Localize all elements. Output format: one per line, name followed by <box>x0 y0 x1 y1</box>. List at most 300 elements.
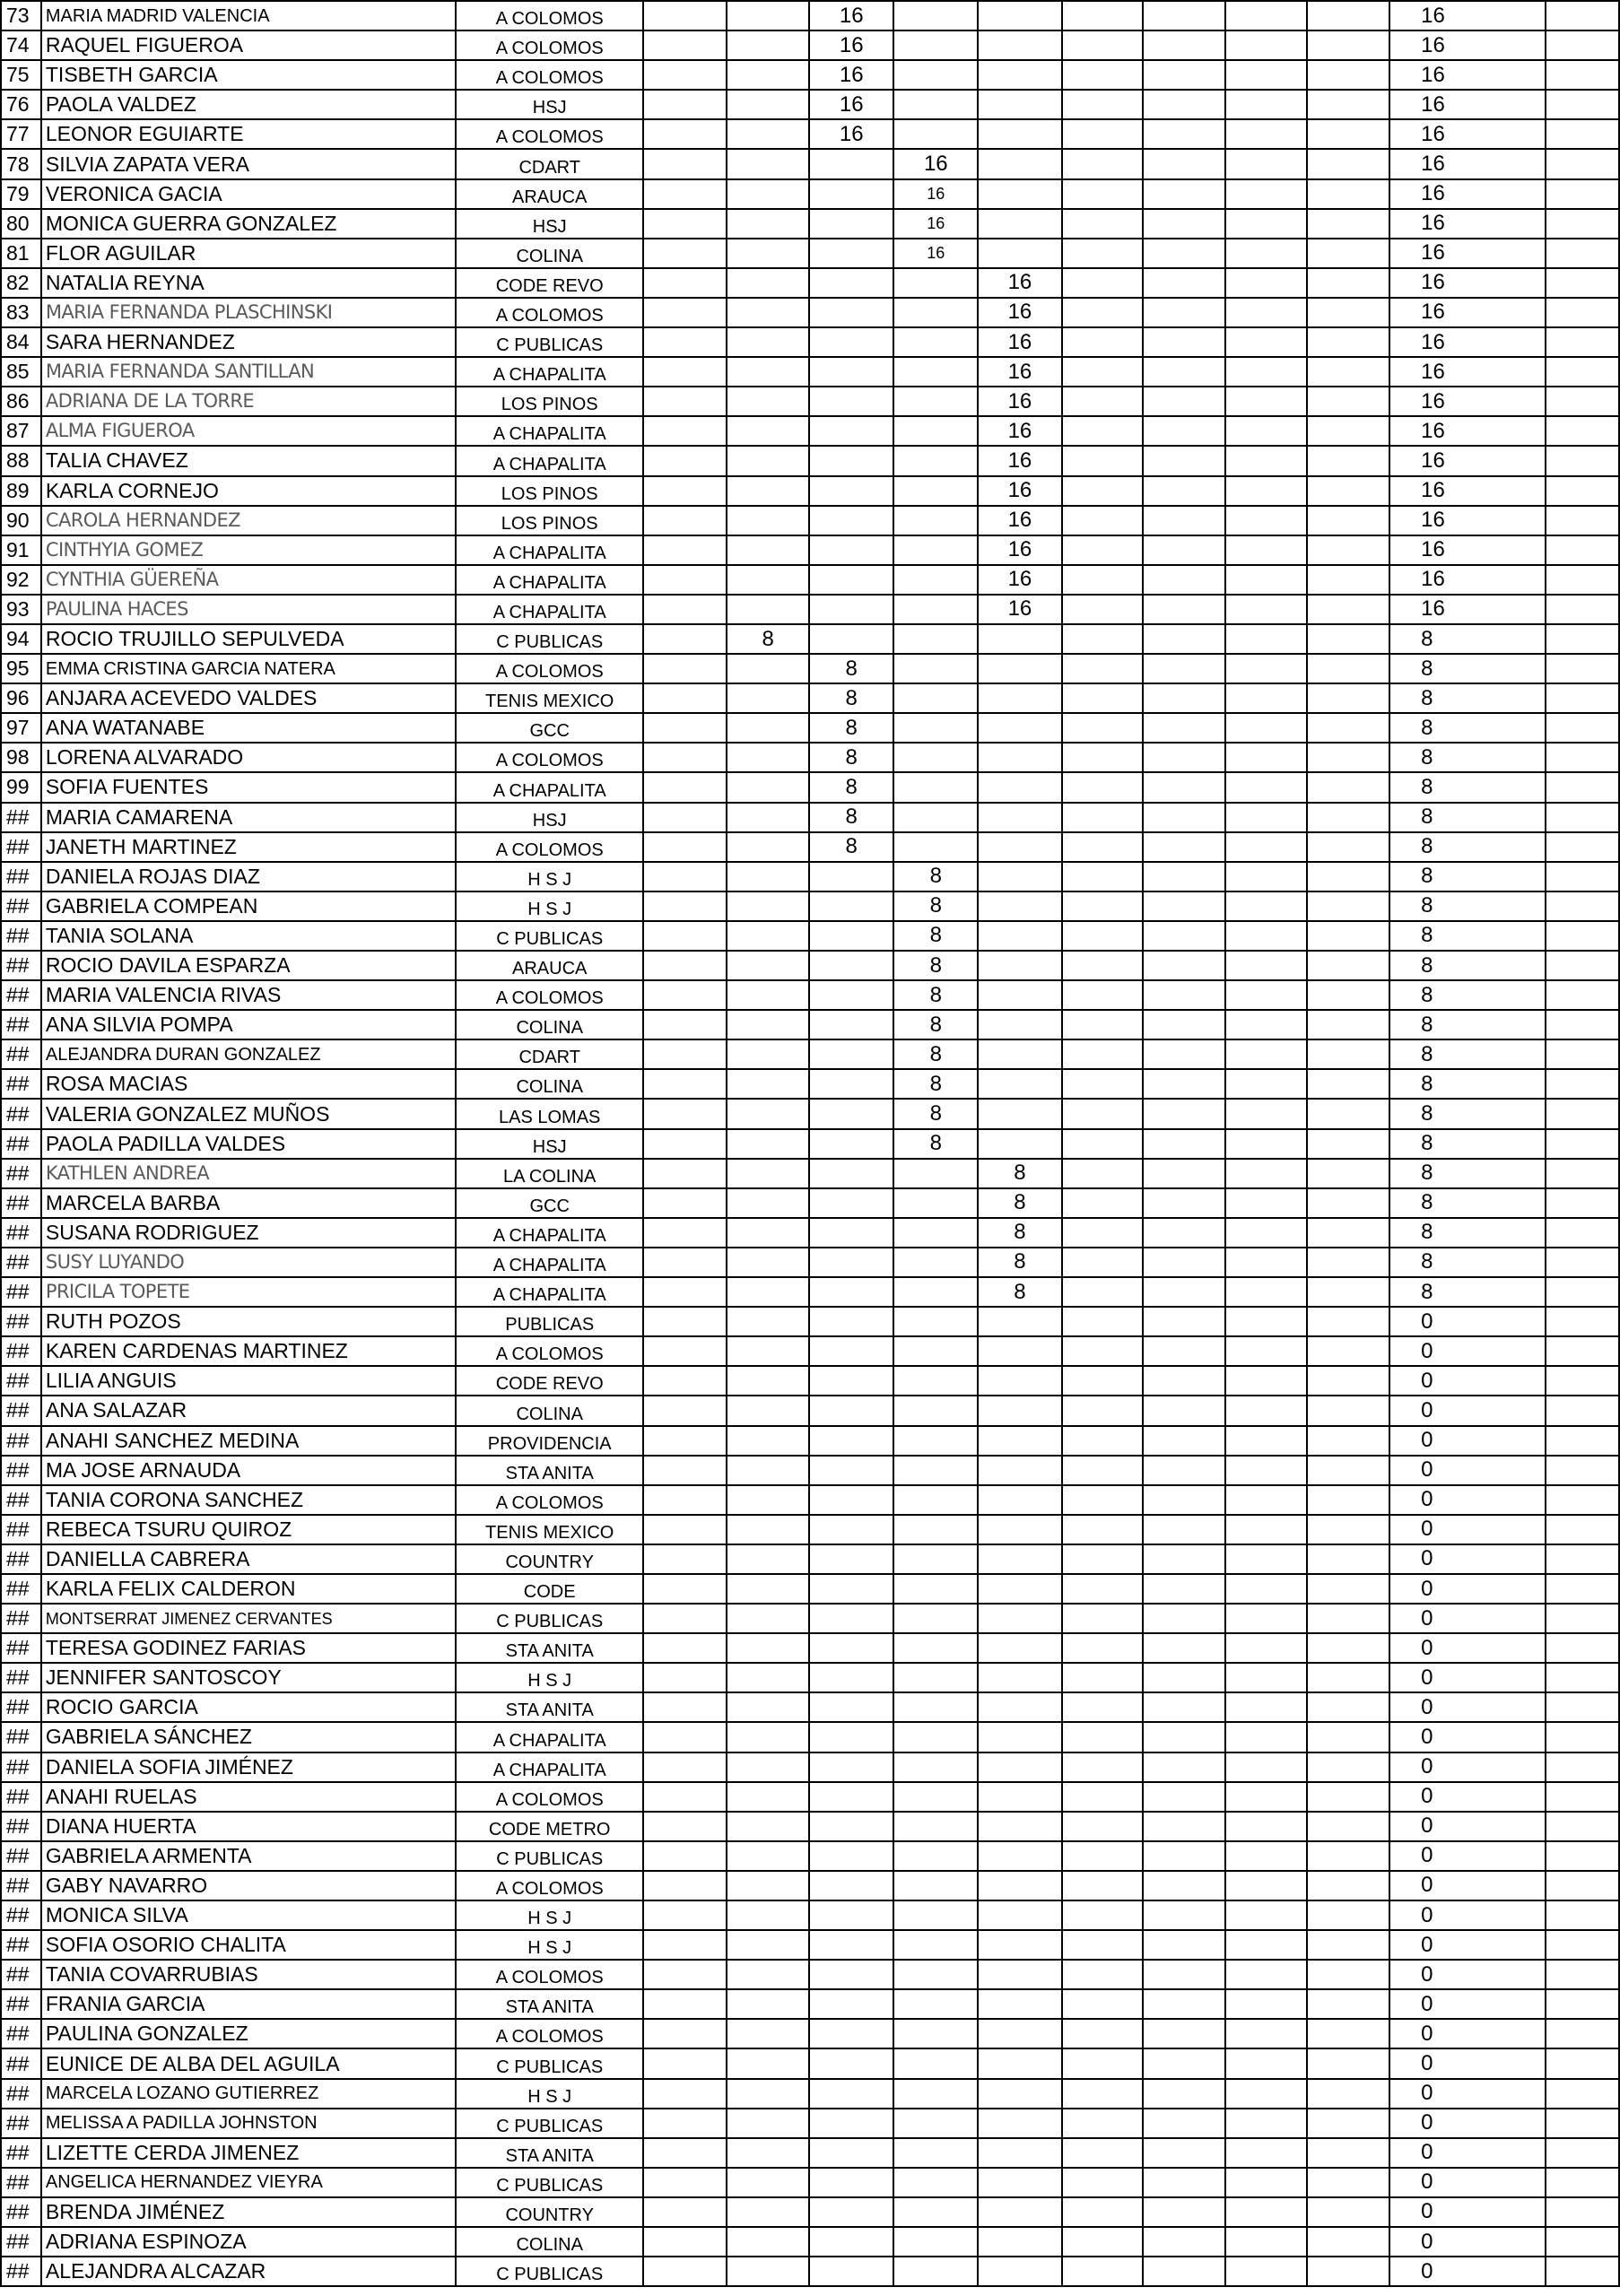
rank-cell: ## <box>1 1248 41 1277</box>
score-cell <box>1307 1426 1389 1456</box>
score-cell <box>893 1841 978 1871</box>
score-cell <box>1143 179 1225 209</box>
club-cell: C PUBLICAS <box>456 1841 643 1871</box>
score-cell <box>727 595 809 624</box>
club-cell: A CHAPALITA <box>456 535 643 565</box>
table-row <box>1 595 1619 624</box>
club-cell: GCC <box>456 1188 643 1218</box>
score-cell: 16 <box>809 90 893 119</box>
score-cell <box>978 951 1061 980</box>
player-name-cell: MARCELA BARBA <box>41 1188 456 1218</box>
total-cell: 8 <box>1389 743 1546 772</box>
score-cell <box>1143 2079 1225 2109</box>
score-cell <box>1062 1426 1144 1456</box>
player-name-cell: DANIELA ROJAS DIAZ <box>41 862 456 891</box>
score-cell <box>1307 2227 1389 2257</box>
player-name-cell: LILIA ANGUIS <box>41 1366 456 1396</box>
total-cell: 16 <box>1389 119 1546 149</box>
score-cell <box>1143 239 1225 268</box>
score-cell <box>893 535 978 565</box>
table-row <box>1 357 1619 387</box>
table-row <box>1 743 1619 772</box>
club-cell: A CHAPALITA <box>456 1218 643 1248</box>
total-cell: 16 <box>1389 446 1546 475</box>
total-cell: 8 <box>1389 1129 1546 1159</box>
table-row <box>1 1366 1619 1396</box>
total-cell: 0 <box>1389 1633 1546 1663</box>
player-name-cell: MARIA MADRID VALENCIA <box>41 1 456 30</box>
score-cell <box>643 1129 727 1159</box>
score-cell <box>1062 1633 1144 1663</box>
score-cell <box>727 1099 809 1128</box>
score-cell <box>1307 2168 1389 2197</box>
score-cell <box>727 90 809 119</box>
club-cell: A CHAPALITA <box>456 772 643 802</box>
rank-cell: ## <box>1 2227 41 2257</box>
club-cell: A COLOMOS <box>456 30 643 60</box>
player-name-cell: ANGELICA HERNANDEZ VIEYRA <box>41 2168 456 2197</box>
score-cell <box>978 1129 1061 1159</box>
score-cell <box>893 2257 978 2286</box>
club-cell: A COLOMOS <box>456 980 643 1010</box>
score-cell <box>809 298 893 327</box>
score-cell <box>1307 1782 1389 1812</box>
club-cell: PUBLICAS <box>456 1307 643 1336</box>
score-cell <box>1307 862 1389 891</box>
table-row <box>1 30 1619 60</box>
score-cell <box>1062 1307 1144 1336</box>
empty-cell <box>1546 298 1619 327</box>
score-cell <box>978 624 1061 654</box>
total-cell: 8 <box>1389 1248 1546 1277</box>
score-cell <box>978 713 1061 743</box>
score-cell <box>978 1 1061 30</box>
score-cell <box>893 1752 978 1782</box>
total-cell: 8 <box>1389 862 1546 891</box>
empty-cell <box>1546 2109 1619 2138</box>
rank-cell: 90 <box>1 506 41 535</box>
club-cell: C PUBLICAS <box>456 1604 643 1633</box>
score-cell <box>1062 1188 1144 1218</box>
score-cell <box>978 1663 1061 1692</box>
table-row <box>1 1515 1619 1544</box>
total-cell: 8 <box>1389 980 1546 1010</box>
score-cell <box>1307 1871 1389 1900</box>
score-cell <box>643 1099 727 1128</box>
table-row <box>1 1989 1619 2019</box>
score-cell: 8 <box>809 683 893 713</box>
score-cell <box>1307 1336 1389 1366</box>
score-cell <box>1225 1 1307 30</box>
score-cell <box>978 1812 1061 1841</box>
score-cell <box>1225 1456 1307 1485</box>
score-cell <box>1307 506 1389 535</box>
empty-cell <box>1546 2257 1619 2286</box>
score-cell <box>1062 298 1144 327</box>
score-cell <box>893 357 978 387</box>
score-cell <box>1225 1307 1307 1336</box>
score-cell <box>643 2138 727 2168</box>
score-cell <box>809 1812 893 1841</box>
player-name-cell: MONICA GUERRA GONZALEZ <box>41 209 456 239</box>
score-cell <box>727 951 809 980</box>
score-cell <box>1225 624 1307 654</box>
score-cell <box>978 1633 1061 1663</box>
empty-cell <box>1546 387 1619 416</box>
score-cell <box>727 980 809 1010</box>
score-cell <box>809 2197 893 2227</box>
empty-cell <box>1546 2138 1619 2168</box>
score-cell <box>978 2257 1061 2286</box>
empty-cell <box>1546 772 1619 802</box>
score-cell <box>893 446 978 475</box>
rank-cell: ## <box>1 2168 41 2197</box>
club-cell: C PUBLICAS <box>456 2257 643 2286</box>
score-cell <box>1062 1871 1144 1900</box>
empty-cell <box>1546 980 1619 1010</box>
score-cell <box>1062 2109 1144 2138</box>
player-name-cell: FLOR AGUILAR <box>41 239 456 268</box>
total-cell: 8 <box>1389 654 1546 683</box>
score-cell <box>1225 149 1307 178</box>
club-cell: A CHAPALITA <box>456 1248 643 1277</box>
score-cell <box>893 1307 978 1336</box>
rank-cell: ## <box>1 1366 41 1396</box>
score-cell <box>1307 416 1389 446</box>
score-cell <box>978 149 1061 178</box>
empty-cell <box>1546 357 1619 387</box>
rank-cell: ## <box>1 1544 41 1574</box>
table-row <box>1 1039 1619 1069</box>
score-cell <box>1143 1069 1225 1099</box>
table-row <box>1 1069 1619 1099</box>
club-cell: C PUBLICAS <box>456 2109 643 2138</box>
score-cell <box>643 1930 727 1960</box>
club-cell: CODE REVO <box>456 268 643 298</box>
score-cell <box>1307 1366 1389 1396</box>
score-cell <box>643 2197 727 2227</box>
rank-cell: ## <box>1 832 41 862</box>
player-name-cell: MARIA FERNANDA PLASCHINSKI <box>41 298 456 327</box>
score-cell <box>727 2109 809 2138</box>
total-cell: 0 <box>1389 2168 1546 2197</box>
score-cell <box>727 387 809 416</box>
club-cell: A CHAPALITA <box>456 595 643 624</box>
score-cell <box>1143 298 1225 327</box>
score-cell <box>893 1663 978 1692</box>
score-cell <box>809 1871 893 1900</box>
score-cell <box>1225 1752 1307 1782</box>
table-row <box>1 1456 1619 1485</box>
player-name-cell: SOFIA OSORIO CHALITA <box>41 1930 456 1960</box>
club-cell: LOS PINOS <box>456 506 643 535</box>
player-name-cell: ALEJANDRA DURAN GONZALEZ <box>41 1039 456 1069</box>
table-row <box>1 1782 1619 1812</box>
total-cell: 16 <box>1389 1 1546 30</box>
score-cell <box>727 1544 809 1574</box>
score-cell <box>1143 891 1225 921</box>
score-cell <box>978 2168 1061 2197</box>
total-cell: 0 <box>1389 1544 1546 1574</box>
score-cell <box>1225 1188 1307 1218</box>
empty-cell <box>1546 327 1619 357</box>
score-cell <box>1062 624 1144 654</box>
score-cell <box>1225 327 1307 357</box>
empty-cell <box>1546 239 1619 268</box>
score-cell <box>643 1752 727 1782</box>
score-cell <box>643 1989 727 2019</box>
score-cell <box>809 1930 893 1960</box>
score-cell <box>727 1752 809 1782</box>
score-cell <box>893 1574 978 1604</box>
score-cell: 16 <box>978 357 1061 387</box>
score-cell: 8 <box>893 980 978 1010</box>
score-cell <box>643 179 727 209</box>
score-cell <box>1062 772 1144 802</box>
score-cell <box>643 268 727 298</box>
score-cell <box>727 1426 809 1456</box>
score-cell <box>1062 1752 1144 1782</box>
empty-cell <box>1546 209 1619 239</box>
total-cell: 8 <box>1389 683 1546 713</box>
score-cell <box>978 239 1061 268</box>
score-cell <box>643 90 727 119</box>
table-row <box>1 1099 1619 1128</box>
score-cell <box>727 1188 809 1218</box>
rank-cell: 88 <box>1 446 41 475</box>
total-cell: 8 <box>1389 1218 1546 1248</box>
score-cell <box>1062 1989 1144 2019</box>
score-cell <box>893 268 978 298</box>
score-cell <box>978 1485 1061 1515</box>
club-cell: STA ANITA <box>456 1692 643 1722</box>
player-name-cell: ROCIO GARCIA <box>41 1692 456 1722</box>
empty-cell <box>1546 1692 1619 1722</box>
score-cell: 8 <box>978 1188 1061 1218</box>
score-cell <box>1307 624 1389 654</box>
score-cell <box>1225 1544 1307 1574</box>
score-cell <box>893 1782 978 1812</box>
score-cell <box>1307 1307 1389 1336</box>
table-row <box>1 891 1619 921</box>
total-cell: 8 <box>1389 624 1546 654</box>
rank-cell: ## <box>1 1782 41 1812</box>
score-cell <box>1307 327 1389 357</box>
empty-cell <box>1546 446 1619 475</box>
score-cell <box>643 1960 727 1989</box>
table-row <box>1 832 1619 862</box>
player-name-cell: GABY NAVARRO <box>41 1871 456 1900</box>
score-cell <box>1225 535 1307 565</box>
score-cell <box>809 535 893 565</box>
score-cell <box>643 1663 727 1692</box>
empty-cell <box>1546 1 1619 30</box>
score-cell <box>643 980 727 1010</box>
score-cell <box>893 1812 978 1841</box>
score-cell <box>727 179 809 209</box>
empty-cell <box>1546 1248 1619 1277</box>
score-cell <box>893 2168 978 2197</box>
club-cell: A COLOMOS <box>456 60 643 90</box>
score-cell <box>727 1218 809 1248</box>
score-cell <box>727 772 809 802</box>
score-cell <box>1307 803 1389 832</box>
score-cell <box>893 654 978 683</box>
score-cell <box>1225 1099 1307 1128</box>
score-cell <box>1225 951 1307 980</box>
score-cell <box>643 891 727 921</box>
score-cell <box>1307 891 1389 921</box>
score-cell <box>1225 803 1307 832</box>
score-cell <box>809 980 893 1010</box>
score-cell <box>893 60 978 90</box>
score-cell <box>727 891 809 921</box>
score-cell <box>978 1039 1061 1069</box>
score-cell: 8 <box>893 1099 978 1128</box>
total-cell: 0 <box>1389 1752 1546 1782</box>
score-cell: 8 <box>893 1039 978 1069</box>
rank-cell: ## <box>1 1752 41 1782</box>
score-cell <box>643 565 727 595</box>
score-cell <box>643 1871 727 1900</box>
score-cell <box>643 2079 727 2109</box>
score-cell <box>643 1277 727 1307</box>
score-cell <box>893 624 978 654</box>
club-cell: LAS LOMAS <box>456 1099 643 1128</box>
score-cell <box>1225 1366 1307 1396</box>
club-cell: COLINA <box>456 239 643 268</box>
rank-cell: ## <box>1 1188 41 1218</box>
club-cell: COLINA <box>456 1010 643 1039</box>
score-cell <box>727 2197 809 2227</box>
score-cell <box>1062 1039 1144 1069</box>
score-cell <box>893 387 978 416</box>
score-cell <box>1225 1485 1307 1515</box>
score-cell <box>1225 239 1307 268</box>
total-cell: 0 <box>1389 1871 1546 1900</box>
empty-cell <box>1546 90 1619 119</box>
score-cell <box>1062 1930 1144 1960</box>
score-cell <box>809 1989 893 2019</box>
score-cell <box>643 921 727 951</box>
total-cell: 16 <box>1389 357 1546 387</box>
score-cell <box>1143 1 1225 30</box>
score-cell <box>1143 1039 1225 1069</box>
score-cell <box>643 1336 727 1366</box>
player-name-cell: CYNTHIA GÜEREÑA <box>41 565 456 595</box>
player-name-cell: EMMA CRISTINA GARCIA NATERA <box>41 654 456 683</box>
total-cell: 16 <box>1389 535 1546 565</box>
total-cell: 8 <box>1389 1069 1546 1099</box>
score-cell <box>1307 1099 1389 1128</box>
score-cell <box>893 1218 978 1248</box>
score-cell <box>1307 90 1389 119</box>
score-cell <box>1143 1722 1225 1752</box>
score-cell <box>978 60 1061 90</box>
score-cell <box>727 476 809 506</box>
table-row <box>1 803 1619 832</box>
score-cell <box>809 1218 893 1248</box>
player-name-cell: KARLA FELIX CALDERON <box>41 1574 456 1604</box>
total-cell: 0 <box>1389 1574 1546 1604</box>
score-cell <box>1307 2048 1389 2078</box>
table-row <box>1 476 1619 506</box>
score-cell: 16 <box>978 595 1061 624</box>
table-row <box>1 1544 1619 1574</box>
score-cell <box>1062 2019 1144 2048</box>
score-cell <box>893 30 978 60</box>
score-cell <box>1143 209 1225 239</box>
table-row <box>1 179 1619 209</box>
empty-cell <box>1546 2227 1619 2257</box>
total-cell: 16 <box>1389 327 1546 357</box>
score-cell <box>1143 60 1225 90</box>
rank-cell: 97 <box>1 713 41 743</box>
club-cell: A CHAPALITA <box>456 1277 643 1307</box>
score-cell <box>1307 1039 1389 1069</box>
player-name-cell: TANIA COVARRUBIAS <box>41 1960 456 1989</box>
score-cell <box>1062 743 1144 772</box>
table-row <box>1 1930 1619 1960</box>
total-cell: 0 <box>1389 1366 1546 1396</box>
club-cell: CDART <box>456 1039 643 1069</box>
club-cell: LOS PINOS <box>456 387 643 416</box>
player-name-cell: EUNICE DE ALBA DEL AGUILA <box>41 2048 456 2078</box>
player-name-cell: ANAHI SANCHEZ MEDINA <box>41 1426 456 1456</box>
score-cell <box>1225 2109 1307 2138</box>
score-cell <box>1225 268 1307 298</box>
empty-cell <box>1546 1159 1619 1188</box>
score-cell <box>978 1336 1061 1366</box>
score-cell <box>1307 595 1389 624</box>
empty-cell <box>1546 2168 1619 2197</box>
score-cell <box>809 149 893 178</box>
score-cell <box>809 1456 893 1485</box>
score-cell <box>1307 713 1389 743</box>
score-cell <box>1062 239 1144 268</box>
score-cell <box>809 1782 893 1812</box>
score-cell <box>643 832 727 862</box>
empty-cell <box>1546 1989 1619 2019</box>
table-row <box>1 683 1619 713</box>
score-cell: 8 <box>809 832 893 862</box>
total-cell: 8 <box>1389 713 1546 743</box>
score-cell <box>893 476 978 506</box>
player-name-cell: ALMA FIGUEROA <box>41 416 456 446</box>
score-cell <box>1225 60 1307 90</box>
score-cell <box>809 1188 893 1218</box>
score-cell <box>1307 565 1389 595</box>
empty-cell <box>1546 268 1619 298</box>
score-cell <box>893 1930 978 1960</box>
score-cell <box>978 683 1061 713</box>
rank-cell: 84 <box>1 327 41 357</box>
score-cell <box>1062 1336 1144 1366</box>
score-cell <box>643 595 727 624</box>
score-cell <box>727 1722 809 1752</box>
player-name-cell: ANA WATANABE <box>41 713 456 743</box>
score-cell <box>1143 446 1225 475</box>
score-cell <box>1143 980 1225 1010</box>
score-cell <box>1225 832 1307 862</box>
total-cell: 16 <box>1389 595 1546 624</box>
score-cell <box>1062 2048 1144 2078</box>
club-cell: HSJ <box>456 209 643 239</box>
score-cell: 8 <box>978 1277 1061 1307</box>
score-cell <box>1225 980 1307 1010</box>
score-cell <box>1225 2197 1307 2227</box>
score-cell <box>809 1574 893 1604</box>
